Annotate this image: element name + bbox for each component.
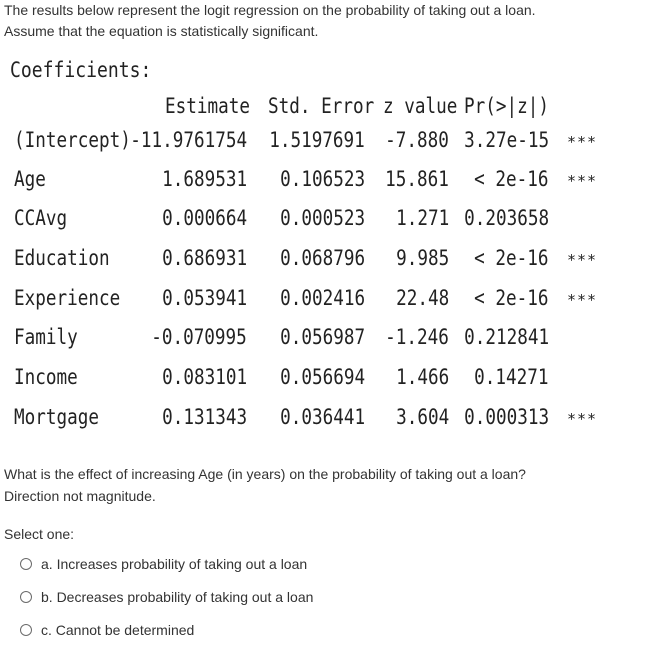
coef-std-error-cell: 1.5197691 xyxy=(269,128,365,152)
question-line-2: Direction not magnitude. xyxy=(4,488,156,504)
coef-p-value-cell: < 2e-16 xyxy=(474,246,549,270)
coef-std-error-cell: 0.056694 xyxy=(280,365,365,389)
radio-a[interactable] xyxy=(20,558,32,570)
coef-row-name: Education xyxy=(14,246,110,270)
option-c[interactable] xyxy=(20,622,194,638)
coef-row-name: Experience xyxy=(14,286,121,310)
coef-p-value-cell: 0.000313 xyxy=(464,405,549,429)
option-c-label: c. Cannot be determined xyxy=(41,622,195,638)
significance-stars: *** xyxy=(567,410,598,428)
coef-header-3: Pr(>|z|) xyxy=(464,94,549,118)
coef-p-value-cell: < 2e-16 xyxy=(474,286,549,310)
radio-c[interactable] xyxy=(20,624,32,636)
significance-stars: *** xyxy=(567,133,598,151)
coef-p-value-cell: 3.27e-15 xyxy=(464,128,549,152)
coef-estimate-cell: 0.053941 xyxy=(162,286,247,310)
select-one-label: Select one: xyxy=(4,526,75,542)
coef-std-error-cell: 0.036441 xyxy=(280,405,365,429)
coef-z-value-cell: -1.246 xyxy=(385,325,449,349)
coef-row-name: (Intercept) xyxy=(14,128,131,152)
coef-z-value-cell: 1.466 xyxy=(395,365,449,389)
intro-line-1: The results below represent the logit regression on the probability of taking out a loan. xyxy=(4,2,536,18)
coef-z-value-cell: 15.861 xyxy=(385,167,449,191)
intro-line-2: Assume that the equation is statistically significant. xyxy=(4,23,319,39)
coef-std-error-cell: 0.056987 xyxy=(280,325,365,349)
significance-stars: *** xyxy=(567,251,598,269)
coef-estimate-cell: 0.083101 xyxy=(162,365,247,389)
question-line-1: What is the effect of increasing Age (in years) on the probability of taking out a loan? xyxy=(4,466,526,482)
coefficients-title: Coefficients: xyxy=(10,58,152,82)
option-a[interactable] xyxy=(20,556,307,572)
coef-row-name: CCAvg xyxy=(14,206,68,230)
coef-std-error-cell: 0.002416 xyxy=(280,286,365,310)
option-b-label: b. Decreases probability of taking out a loan xyxy=(41,589,314,605)
coef-std-error-cell: 0.000523 xyxy=(280,206,365,230)
coef-header-1: Std. Error xyxy=(268,94,375,118)
coef-p-value-cell: 0.14271 xyxy=(474,365,549,389)
question-intro xyxy=(4,0,654,42)
coef-row-name: Income xyxy=(14,365,78,389)
significance-stars: *** xyxy=(567,172,598,190)
coef-row-name: Age xyxy=(14,167,46,191)
coef-z-value-cell: 22.48 xyxy=(395,286,449,310)
coef-row-name: Mortgage xyxy=(14,405,99,429)
coef-estimate-cell: 1.689531 xyxy=(162,167,247,191)
coef-std-error-cell: 0.068796 xyxy=(280,246,365,270)
coef-p-value-cell: < 2e-16 xyxy=(474,167,549,191)
question-text xyxy=(4,463,654,507)
coef-estimate-cell: 0.000664 xyxy=(162,206,247,230)
coef-estimate-cell: -0.070995 xyxy=(151,325,247,349)
coef-estimate-cell: -11.9761754 xyxy=(130,128,247,152)
coef-z-value-cell: 1.271 xyxy=(395,206,449,230)
coef-header-0: Estimate xyxy=(165,94,250,118)
option-b[interactable] xyxy=(20,589,313,605)
coef-z-value-cell: 3.604 xyxy=(395,405,449,429)
coef-p-value-cell: 0.203658 xyxy=(464,206,549,230)
coef-estimate-cell: 0.131343 xyxy=(162,405,247,429)
coef-std-error-cell: 0.106523 xyxy=(280,167,365,191)
coef-p-value-cell: 0.212841 xyxy=(464,325,549,349)
radio-b[interactable] xyxy=(20,591,32,603)
coef-z-value-cell: 9.985 xyxy=(395,246,449,270)
option-a-label: a. Increases probability of taking out a loan xyxy=(41,556,308,572)
coef-z-value-cell: -7.880 xyxy=(385,128,449,152)
coef-row-name: Family xyxy=(14,325,78,349)
coef-estimate-cell: 0.686931 xyxy=(162,246,247,270)
significance-stars: *** xyxy=(567,291,598,309)
coef-header-2: z value xyxy=(383,94,458,118)
